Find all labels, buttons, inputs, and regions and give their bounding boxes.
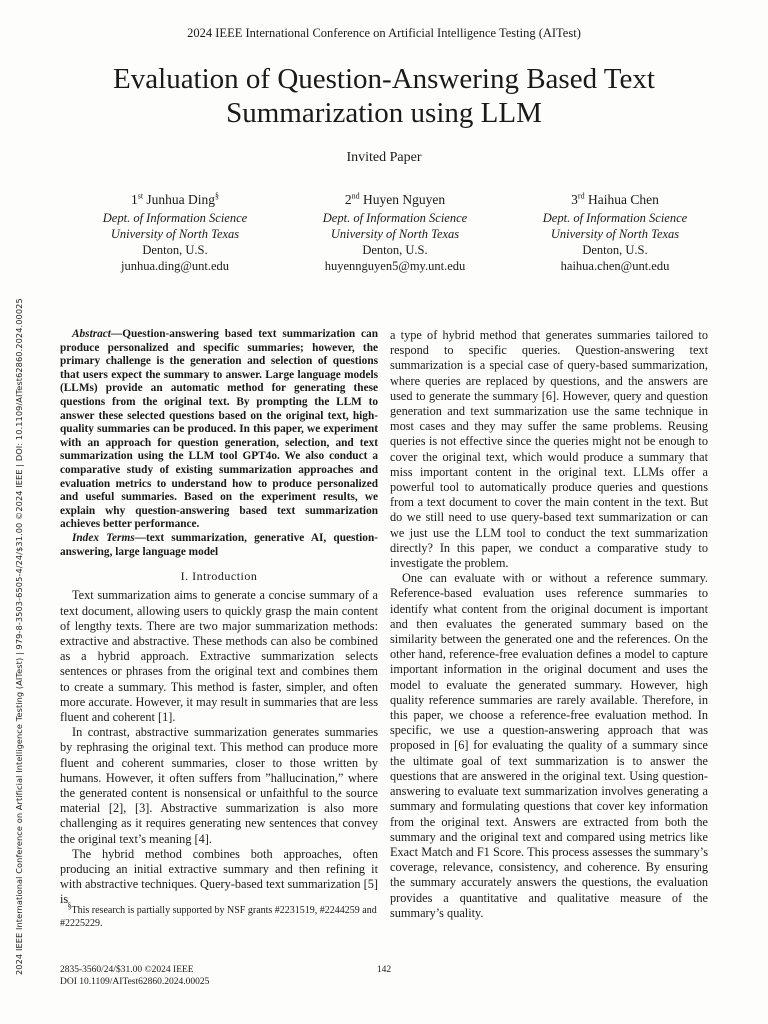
paragraph: One can evaluate with or without a reference summary. Reference-based evaluation uses reference summaries to identify what content from the original document is important and then evaluates the generated summary based on the similarity between the generated one and the references. On the other hand, reference-free evaluation defines a model to capture important information in the original document and uses the model to evaluate the generated summary. However, high quality reference summaries are rarely available. Therefore, in this paper, we choose a reference-free evaluation method. In specific, we use a question-answering approach that was proposed in [6] for evaluating the quality of a summary since the ultimate goal of text summarization is to answer the questions that are answered in the original text. Using question-answering to evaluate text summarization involves generating a summary and formulating questions that cover key information from the original text. Answers are extracted from both the summary and the original text and compared using metrics like Exact Match and F1 Score. This process assesses the summary’s coverage, relevance, consistency, and coherence. By ensuring the summary accurately answers the questions, the evaluation provides a quantitative and qualitative measure of the summary’s quality. [390, 571, 708, 920]
author-department: Dept. of Information Science [322, 211, 468, 225]
author-university: University of North Texas [550, 227, 680, 241]
page-number: 142 [376, 965, 392, 975]
index-terms-label: Index Terms [72, 531, 135, 544]
author-ordinal-suffix: rd [577, 191, 585, 201]
section-heading-introduction: I. Introduction [180, 569, 258, 584]
author-block [75, 192, 715, 274]
paragraph: a type of hybrid method that generates summaries tailored to respond to specific queries. Question-answering text summarization is a special case of query-based summarization, where queries are replaced by questions, and the answers are used to generate the summary [6]. However, query and question generation and text summarization use the same technique in most cases and they may suffer the same problems. Reusing queries is not effective since the queries might not be enough to cover the original text, which would produce a summary that miss important content in the original text. LLMs offer a powerful tool to automatically produce queries and questions from a text document to cover the main content in the text. But do we still need to use query-based text summarization or can we just use the LLM tool to conduct the text summarization directly? In this paper, we conduct a comparative study to investigate the problem. [390, 328, 708, 571]
author-ordinal-suffix: nd [351, 191, 360, 201]
paper-title: Evaluation of Question-Answering Based Text Summarization using LLM [113, 63, 655, 129]
author-ordinal: 2 [344, 192, 352, 207]
author-name: Huyen Nguyen [363, 192, 446, 207]
footnote [60, 901, 378, 930]
author-2 [295, 192, 495, 274]
footnote-mark: § [67, 901, 72, 911]
author-ordinal-suffix: st [137, 191, 144, 201]
left-column [60, 328, 378, 908]
author-department: Dept. of Information Science [102, 211, 248, 225]
footnote-text: This research is partially supported by NSF grants #2231519, #2244259 and #2225229. [60, 905, 377, 929]
author-department: Dept. of Information Science [542, 211, 688, 225]
paragraph: The hybrid method combines both approaches, often producing an initial extractive summary and then refining it with abstractive techniques. Query-based text summarization [5] is [60, 846, 378, 907]
paragraph: In contrast, abstractive summarization generates summaries by rephrasing the original text. This method can produce more fluent and coherent summaries, closer to those written by humans. However, it often suffers from ”hallucination,” where the generated content is nonsensical or unfaithful to the source material [2], [3]. Abstractive summarization is also more challenging as it requires generating new sentences that convey the original text’s meaning [4]. [60, 725, 378, 846]
abstract-text: —Question-answering based text summarization can produce personalized and specific summaries; however, the primary challenge is the generation and selection of questions that users expect the summary to answer. Large language models (LLMs) provide an automatic method for generating these questions from the original text. By prompting the LLM to answer these selected questions based on the original text, high-quality summaries can be produced. In this paper, we experiment with an approach for question generation, selection, and text summarization using the LLM tool GPT4o. We also conduct a comparative study of existing summarization approaches and evaluation metrics to understand how to produce personalized and useful summaries. Based on the experiment results, we explain why question-answering based text summarization achieves better performance. [60, 328, 378, 531]
paper-subtitle: Invited Paper [346, 150, 422, 165]
author-email: junhua.ding@unt.edu [120, 259, 230, 273]
author-name: Junhua Ding [146, 192, 216, 207]
author-email: haihua.chen@unt.edu [560, 259, 670, 273]
author-footnote-mark: § [215, 191, 220, 201]
side-doi-banner: 2024 IEEE International Conference on Artificial Intelligence Testing (AITest) | 979-8-3503-6505-4/24/$31.00 ©2024 IEEE | DOI: 10.1109/AITest62860.2024.00025 [14, 298, 24, 975]
conference-header: 2024 IEEE International Conference on Artificial Intelligence Testing (AITest) [187, 26, 581, 40]
author-email: huyennguyen5@my.unt.edu [324, 259, 466, 273]
author-ordinal: 1 [130, 192, 138, 207]
footer-line-issn: 2835-3560/24/$31.00 ©2024 IEEE [60, 965, 194, 975]
footer-line-doi: DOI 10.1109/AITest62860.2024.00025 [60, 976, 210, 987]
index-terms-text: —text summarization, generative AI, question-answering, large language model [60, 531, 378, 558]
author-name: Haihua Chen [587, 192, 659, 207]
author-ordinal: 3 [571, 192, 578, 207]
author-city: Denton, U.S. [362, 243, 428, 257]
index-terms [60, 532, 378, 559]
author-university: University of North Texas [110, 227, 240, 241]
right-column [390, 328, 708, 921]
author-city: Denton, U.S. [582, 243, 648, 257]
author-city: Denton, U.S. [142, 243, 208, 257]
author-3 [515, 192, 715, 274]
abstract-label: Abstract [72, 328, 111, 340]
author-university: University of North Texas [330, 227, 460, 241]
abstract [60, 328, 378, 532]
author-1 [75, 192, 275, 274]
paragraph: Text summarization aims to generate a concise summary of a text document, allowing users to quickly grasp the main content of lengthy texts. There are two major summarization methods: extractive and abstractive. These methods can also be combined as a hybrid approach. Extractive summarization selects sentences or phrases from the original text and combines them to create a summary. This method is faster, simpler, and often more accurate. However, it may result in summaries that are less fluent and coherent [1]. [60, 588, 378, 724]
